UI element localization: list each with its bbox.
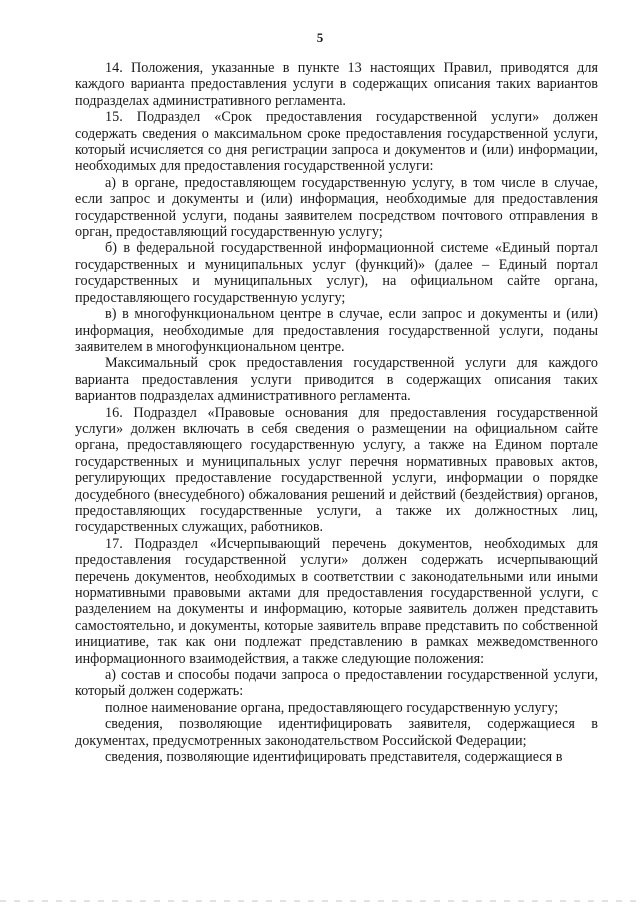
paragraph-17-full-name: полное наименование органа, предоставляющего государственную услугу; xyxy=(105,699,559,716)
paragraph-16: 16. Подраздел «Правовые основания для предоставления государственной услуги» должен включать в себя сведения о размещении на официальном сайте органа, предоставляющего государственную услугу, а также на Едином портале государственных и муниципальных услуг перечня нормативных правовых актов, регулирующих предоставление государственной услуги, информации о порядке досудебного (внесудебного) обжалования решений и действий (бездействия) органов, предоставляющих государственные услуги, а также их должностных лиц, государственных служащих, работников. xyxy=(75,404,598,536)
paragraph-17: 17. Подраздел «Исчерпывающий перечень документов, необходимых для предоставления государственной услуги» должен содержать исчерпывающий перечень документов, необходимых в соответствии с законодательными или иными нормативными правовыми актами для предоставления государственной услуги, с разделением на документы и информацию, которые заявитель должен представить самостоятельно, и документы, которые заявитель вправе представить по собственной инициативе, так как они подлежат представлению в рамках межведомственного информационного взаимодействия, а также следующие положения: xyxy=(75,535,598,667)
paragraph-17-representative-info: сведения, позволяющие идентифицировать представителя, содержащиеся в xyxy=(105,749,563,766)
paragraph-17-applicant-info: сведения, позволяющие идентифицировать заявителя, содержащиеся в документах, предусмотренных законодательством Российской Федерации; xyxy=(75,716,598,749)
document-body xyxy=(75,60,598,765)
paragraph-15-item-b: б) в федеральной государственной информационной системе «Единый портал государственных и муниципальных услуг (функций)» (далее – Единый портал государственных и муниципальных услуг), на официальном сайте органа, предоставляющего государственную услугу; xyxy=(75,240,598,306)
paragraph-17-item-a: а) состав и способы подачи запроса о предоставлении государственной услуги, который должен содержать: xyxy=(75,667,598,700)
scan-edge-artifact xyxy=(0,900,640,902)
page-number: 5 xyxy=(316,30,324,45)
paragraph-15-item-v: в) в многофункциональном центре в случае, если запрос и документы и (или) информация, необходимые для предоставления государственной услуги, поданы заявителем в многофункциональном центре. xyxy=(75,306,598,355)
paragraph-14: 14. Положения, указанные в пункте 13 настоящих Правил, приводятся для каждого варианта предоставления услуги в содержащих описания таких вариантов подразделах административного регламента. xyxy=(75,60,598,109)
paragraph-15-max-term: Максимальный срок предоставления государственной услуги для каждого варианта предоставления услуги приводится в содержащих описания таких вариантов подразделах административного регламента. xyxy=(75,355,598,405)
paragraph-15-item-a: а) в органе, предоставляющем государственную услугу, в том числе в случае, если запрос и документы и (или) информация, необходимые для предоставления государственной услуги, поданы заявителем посредством почтового отправления в орган, предоставляющий государственную услугу; xyxy=(75,174,598,241)
paragraph-15: 15. Подраздел «Срок предоставления государственной услуги» должен содержать сведения о максимальном сроке предоставления государственной услуги, который исчисляется со дня регистрации запроса и документов и (или) информации, необходимых для предоставления государственной услуги: xyxy=(75,109,598,175)
